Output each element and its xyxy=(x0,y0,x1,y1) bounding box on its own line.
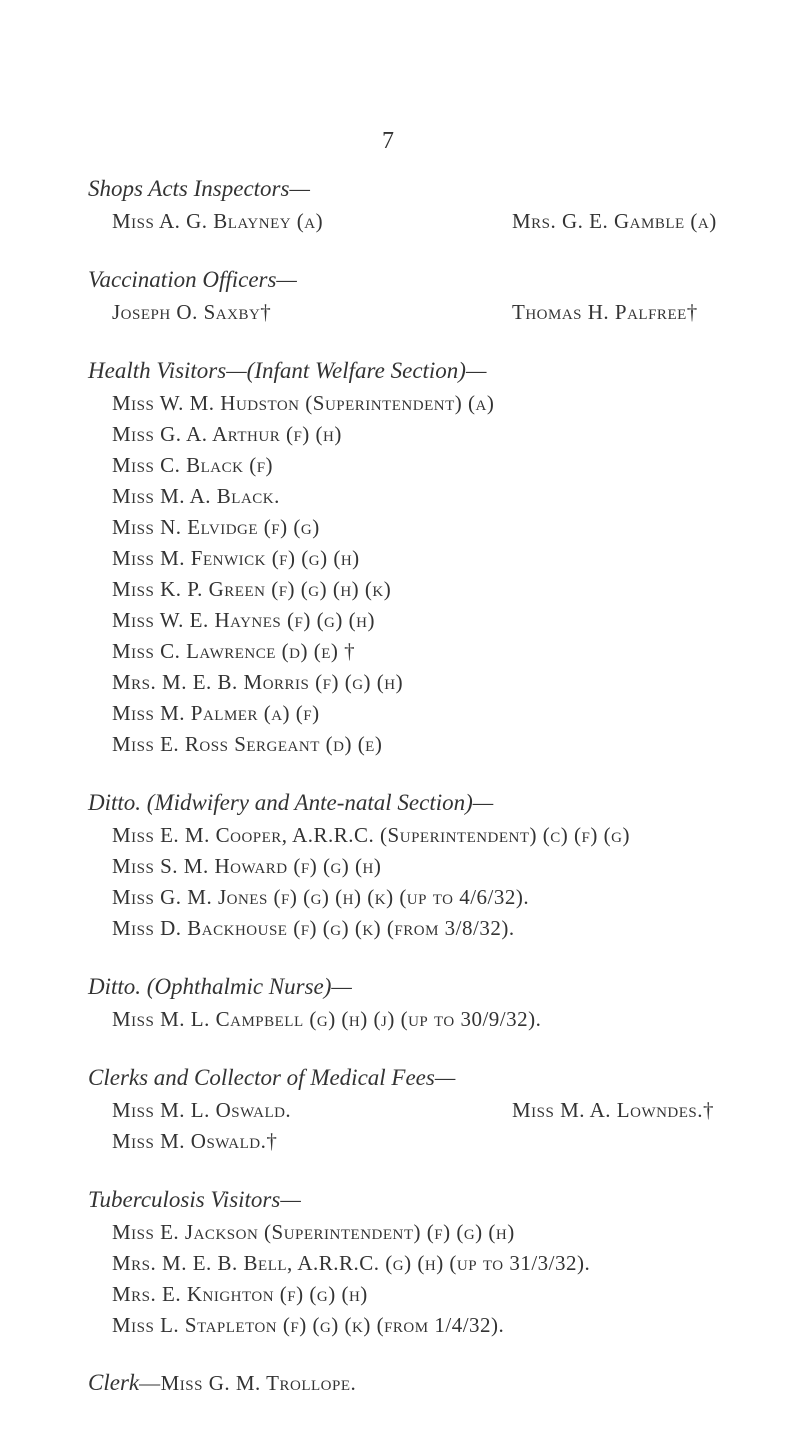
section-midwifery xyxy=(88,786,740,944)
staff-entry: Miss M. Oswald.† xyxy=(112,1129,278,1153)
list-row xyxy=(88,1126,740,1157)
section-vaccination-officers xyxy=(88,263,740,328)
staff-entry: Miss C. Lawrence (d) (e) † xyxy=(112,639,356,663)
staff-entry: Joseph O. Saxby† xyxy=(112,300,272,324)
staff-entry: Miss N. Elvidge (f) (g) xyxy=(112,515,320,539)
staff-entry: Miss M. L. Campbell (g) (h) (j) (up to 30/9/32). xyxy=(112,1007,542,1031)
staff-entry: Miss C. Black (f) xyxy=(112,453,274,477)
section-tuberculosis-visitors xyxy=(88,1183,740,1341)
staff-entry: Miss G. M. Jones (f) (g) (h) (k) (up to 4/6/32). xyxy=(112,885,530,909)
staff-entry: Miss S. M. Howard (f) (g) (h) xyxy=(112,854,382,878)
clerk-label: Clerk xyxy=(88,1370,140,1395)
staff-entry: Miss M. A. Black. xyxy=(112,484,280,508)
section-heading: Clerks and Collector of Medical Fees— xyxy=(88,1065,456,1090)
staff-entry: Miss K. P. Green (f) (g) (h) (k) xyxy=(112,577,392,601)
clerk-name: —Miss G. M. Trollope. xyxy=(139,1371,357,1395)
section-heading: Ditto. (Midwifery and Ante-natal Section)— xyxy=(88,790,494,815)
clerk-line xyxy=(88,1367,740,1399)
section-heading: Tuberculosis Visitors— xyxy=(88,1187,301,1212)
section-heading: Vaccination Officers— xyxy=(88,267,297,292)
staff-entry: Miss A. G. Blayney (a) xyxy=(112,209,324,233)
staff-entry: Thomas H. Palfree† xyxy=(512,300,698,324)
staff-entry: Miss M. L. Oswald. xyxy=(112,1098,292,1122)
staff-entry: Miss W. M. Hudston (Superintendent) (a) xyxy=(112,391,495,415)
staff-entry: Miss M. Palmer (a) (f) xyxy=(112,701,320,725)
staff-entry: Miss G. A. Arthur (f) (h) xyxy=(112,422,342,446)
list-row xyxy=(88,1095,740,1126)
staff-entry: Mrs. M. E. B. Bell, A.R.R.C. (g) (h) (up to 31/3/32). xyxy=(112,1251,591,1275)
page-number: 7 xyxy=(382,128,394,154)
section-health-visitors xyxy=(88,354,740,760)
section-heading: Shops Acts Inspectors— xyxy=(88,176,310,201)
section-heading: Health Visitors—(Infant Welfare Section)— xyxy=(88,358,487,383)
staff-entry: Mrs. M. E. B. Morris (f) (g) (h) xyxy=(112,670,404,694)
staff-entry: Miss L. Stapleton (f) (g) (k) (from 1/4/32). xyxy=(112,1313,505,1337)
staff-entry: Miss M. Fenwick (f) (g) (h) xyxy=(112,546,360,570)
staff-entry: Miss M. A. Lowndes.† xyxy=(512,1098,715,1122)
staff-entry: Mrs. G. E. Gamble (a) xyxy=(512,209,717,233)
section-clerks-collector xyxy=(88,1061,740,1157)
list-row xyxy=(88,297,740,328)
staff-entry: Miss D. Backhouse (f) (g) (k) (from 3/8/32). xyxy=(112,916,515,940)
staff-list xyxy=(88,172,740,1399)
staff-entry: Miss E. Ross Sergeant (d) (e) xyxy=(112,732,383,756)
list-row xyxy=(88,206,740,237)
staff-entry: Miss W. E. Haynes (f) (g) (h) xyxy=(112,608,375,632)
section-ophthalmic-nurse xyxy=(88,970,740,1035)
section-shops-acts-inspectors xyxy=(88,172,740,237)
staff-entry: Mrs. E. Knighton (f) (g) (h) xyxy=(112,1282,368,1306)
section-heading: Ditto. (Ophthalmic Nurse)— xyxy=(88,974,352,999)
staff-entry: Miss E. M. Cooper, A.R.R.C. (Superintendent) (c) (f) (g) xyxy=(112,823,630,847)
staff-entry: Miss E. Jackson (Superintendent) (f) (g) (h) xyxy=(112,1220,515,1244)
staff-entry xyxy=(512,1126,740,1157)
